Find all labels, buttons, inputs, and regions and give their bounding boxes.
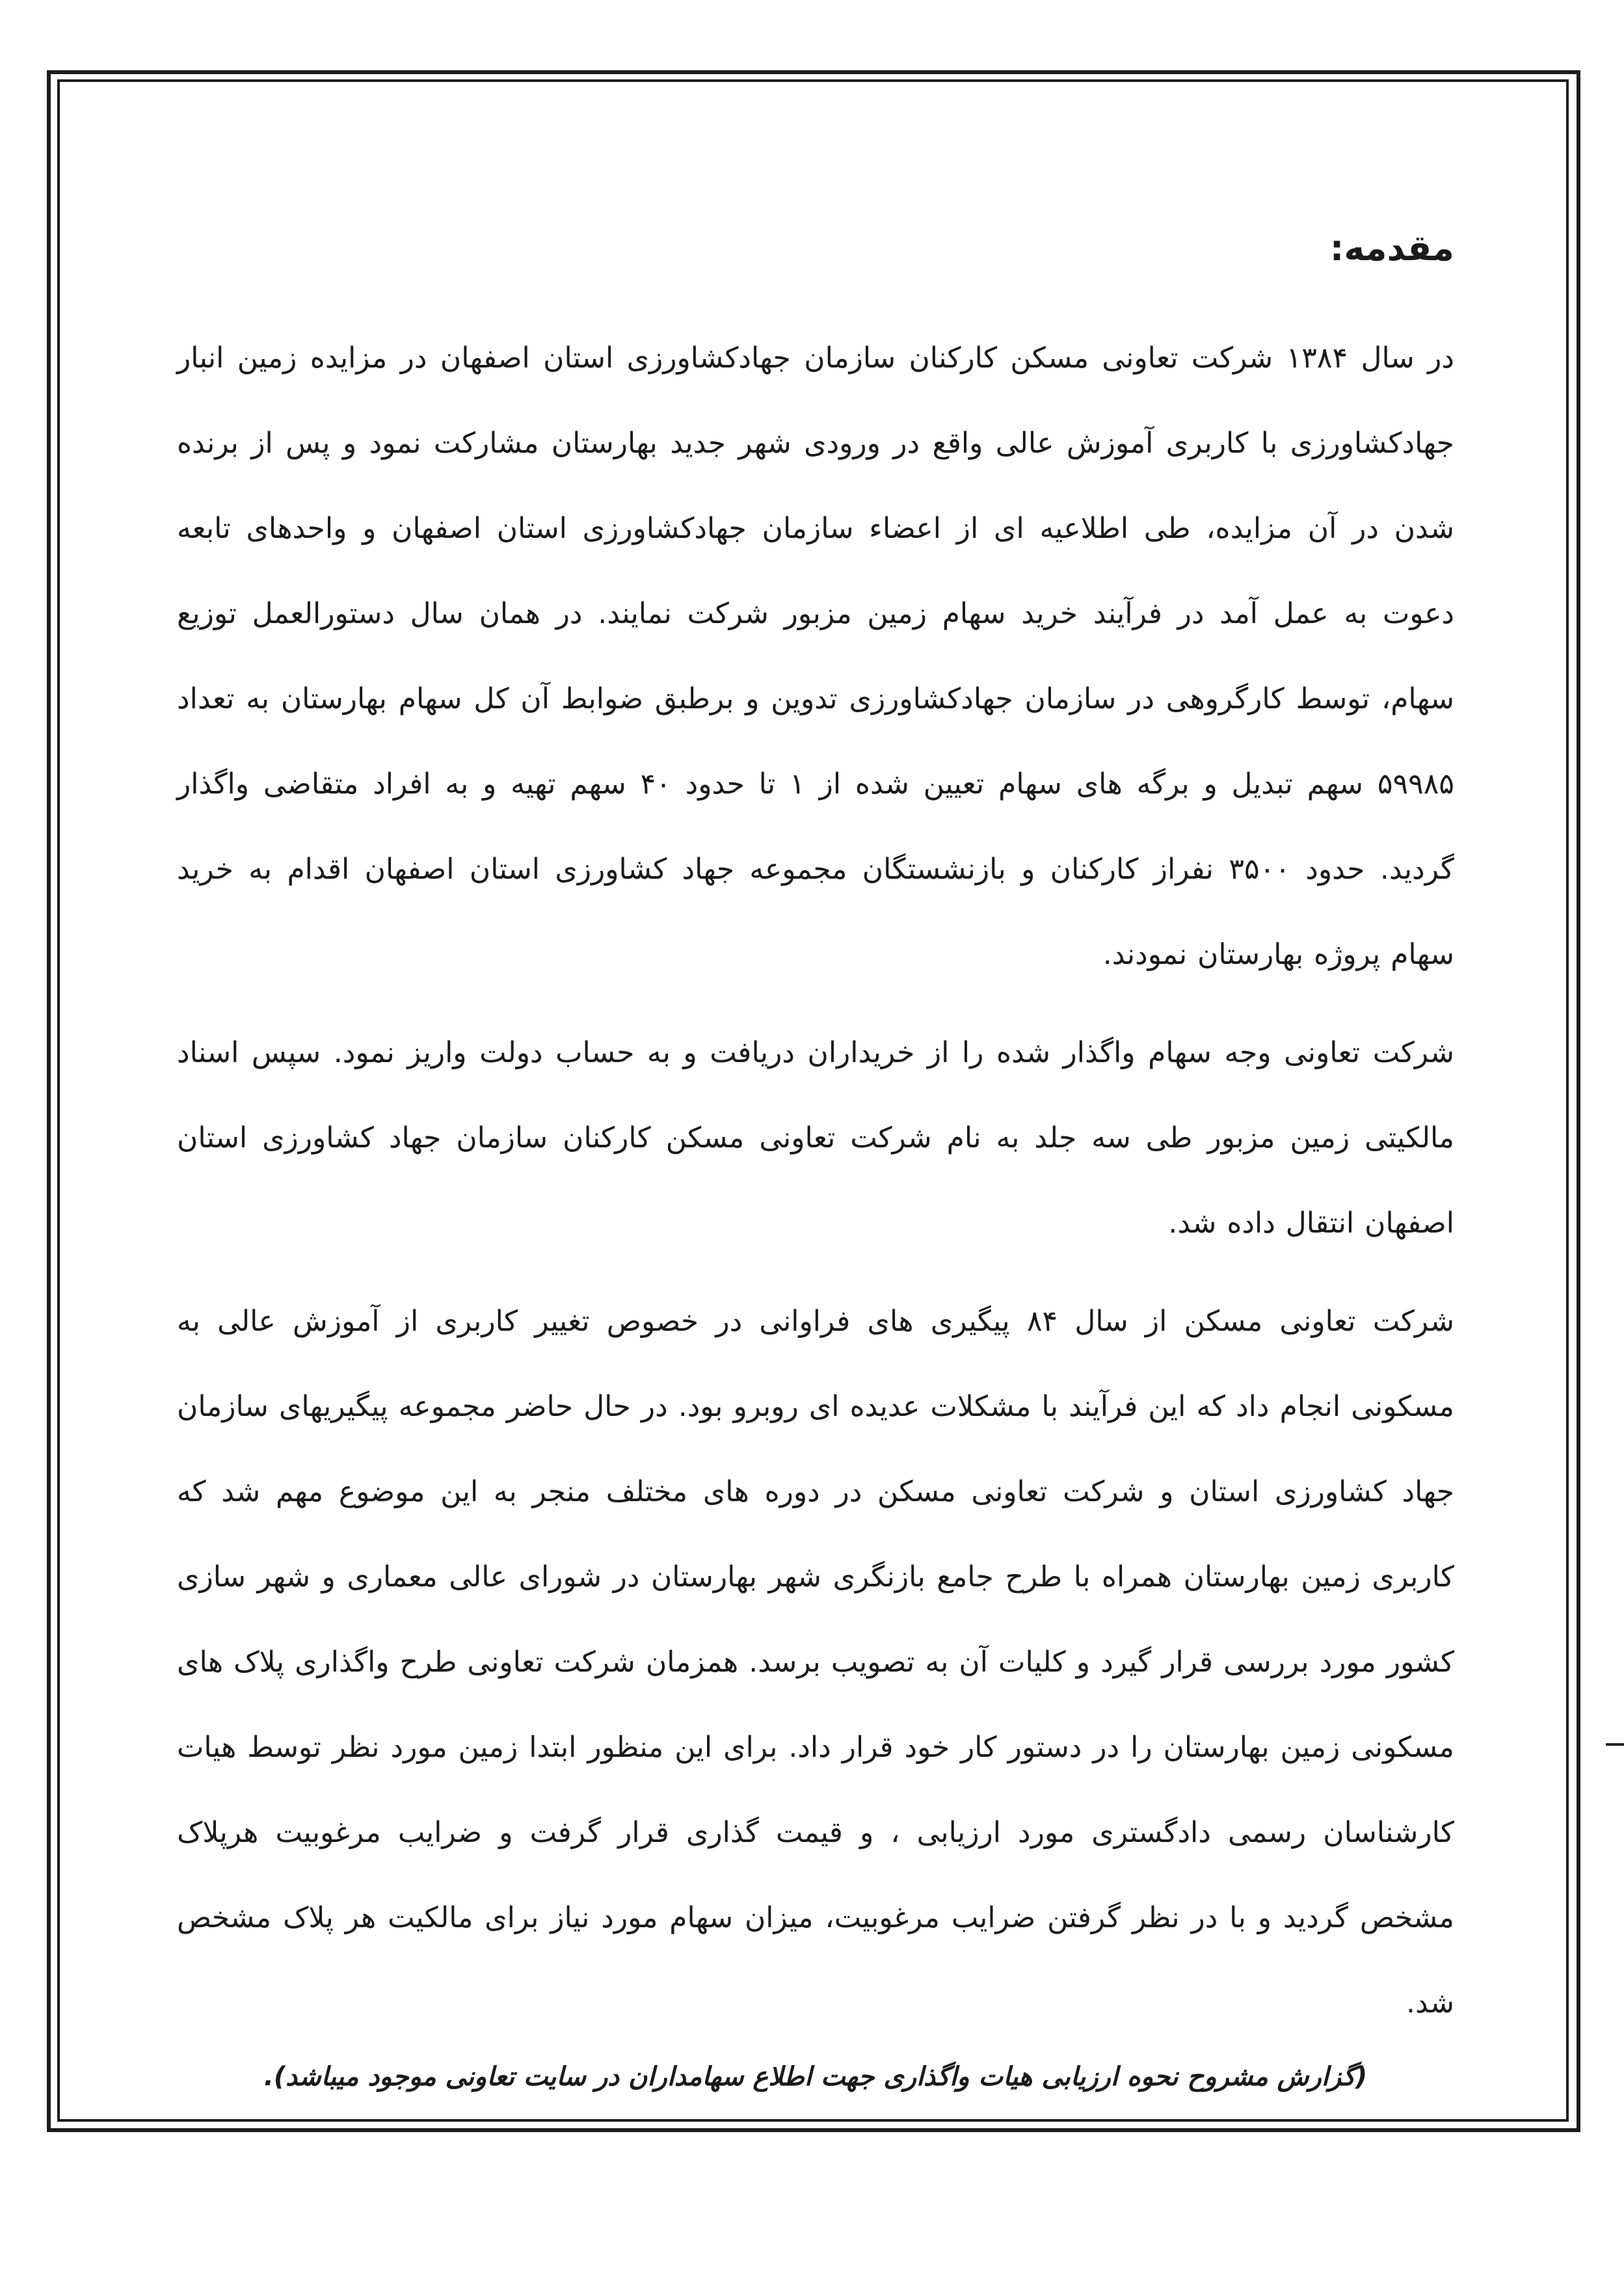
section-heading: مقدمه: [1329,228,1454,269]
footnote: (گزارش مشروح نحوه ارزیابی هیات واگذاری جهت اطلاع سهامداران در سایت تعاونی موجود میباشد). [263,2061,1368,2092]
paragraph-intro: در سال ۱۳۸۴ شرکت تعاونی مسکن کارکنان سازمان جهادکشاورزی استان اصفهان در مزایده زمین انبار جهادکشاورزی با کاربری آموزش عالی واقع در ورودی شهر جدید بهارستان مشارکت نمود و پس از برنده شدن در آن مزایده، طی اطلاعیه ای از اعضاء سازمان جهادکشاورزی استان اصفهان و واحدهای تابعه دعوت به عمل آمد در فرآیند خرید سهام زمین مزبور شرکت نمایند. در همان سال دستورالعمل توزیع سهام، توسط کارگروهی در سازمان جهادکشاورزی تدوین و برطبق ضوابط آن کل سهام بهارستان به تعداد ۵۹۹۸۵ سهم تبدیل و برگه های سهام تعیین شده از ۱ تا حدود ۴۰ سهم تهیه و به افراد متقاضی واگذار گردید. حدود ۳۵۰۰ نفراز کارکنان و بازنشستگان مجموعه جهاد کشاورزی استان اصفهان اقدام به خرید سهام پروژه بهارستان نمودند. [177,341,1455,971]
scan-edge-mark [1606,1743,1624,1746]
document-body [177,215,1454,2095]
paragraph-payment: شرکت تعاونی وجه سهام واگذار شده را از خریداران دریافت و به حساب دولت واریز نمود. سپس اسناد مالکیتی زمین مزبور طی سه جلد به نام شرکت تعاونی مسکن کارکنان سازمان جهاد کشاورزی استان اصفهان انتقال داده شد. [177,1035,1454,1240]
paragraph-land-use: شرکت تعاونی مسکن از سال ۸۴ پیگیری های فراوانی در خصوص تغییر کاربری از آموزش عالی به مسکونی انجام داد که این فرآیند با مشکلات عدیده ای روبرو بود. در حال حاضر مجموعه پیگیریهای سازمان جهاد کشاورزی استان و شرکت تعاونی مسکن در دوره های مختلف منجر به این موضوع مهم شد که کاربری زمین بهارستان همراه با طرح جامع بازنگری شهر بهارستان در شورای عالی معماری و شهر سازی کشور مورد بررسی قرار گیرد و کلیات آن به تصویب برسد. همزمان شرکت تعاونی طرح واگذاری پلاک های مسکونی زمین بهارستان را در دستور کار خود قرار داد. برای این منظور ابتدا زمین مورد نظر توسط هیات کارشناسان رسمی دادگستری مورد ارزیابی ، و قیمت گذاری قرار گرفت و ضرایب مرغوبیت هرپلاک مشخص گردید و با در نظر گرفتن ضرایب مرغوبیت، میزان سهام مورد نیاز برای مالکیت هر پلاک مشخص شد. [177,1304,1454,2020]
